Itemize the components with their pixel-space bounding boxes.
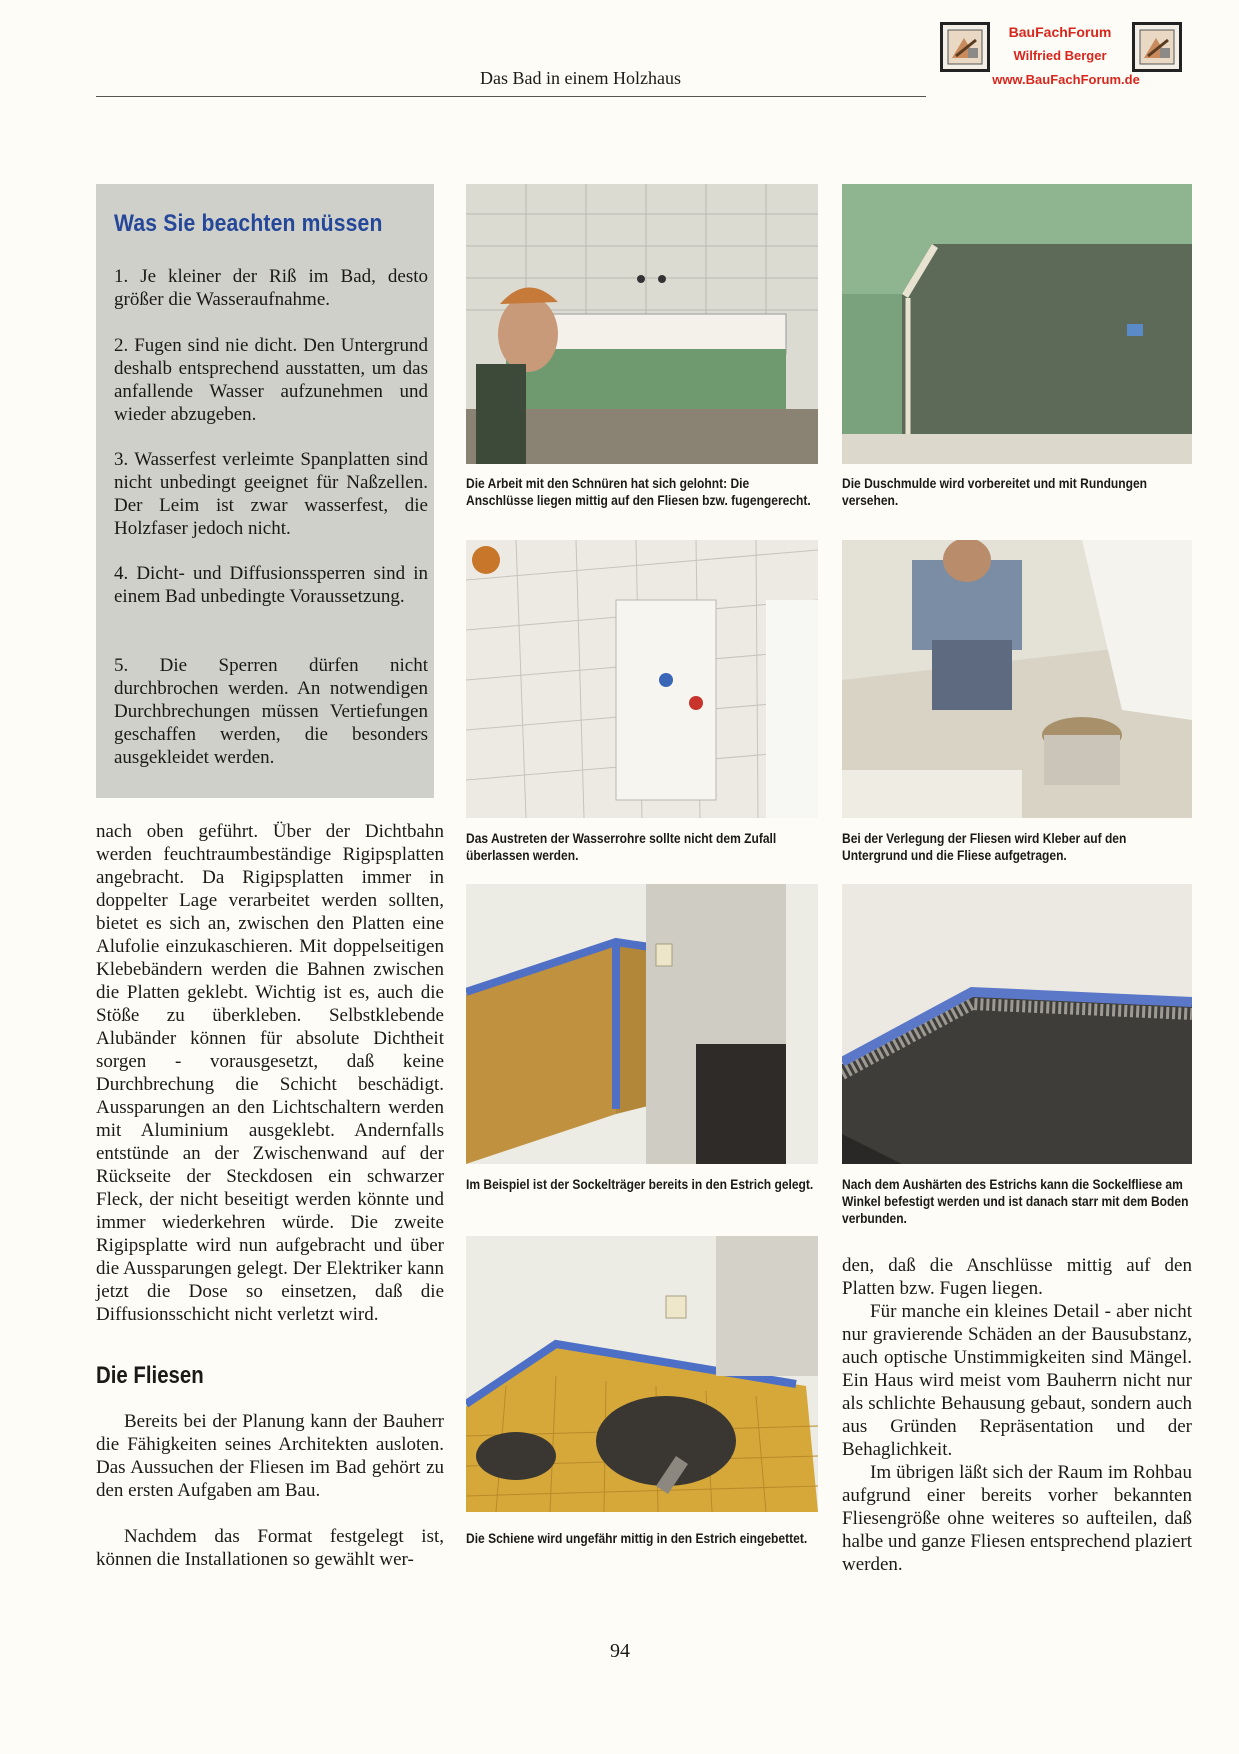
photo-rail-embedding [466,1236,818,1512]
photo-bathtub-installation [466,184,818,464]
logo-title: BauFachForum [1008,24,1112,40]
info-box-item: 3. Wasserfest verleimte Spanplatten sind nicht unbedingt geeignet für Naßzellen. Der Leim ist zwar wasserfest, die Holzfaser jedoch nicht. [114,449,428,539]
photo-caption: Im Beispiel ist der Sockelträger bereits in den Estrich gelegt. [466,1176,814,1192]
body-paragraph: Für manche ein kleines Detail - aber nicht nur gravierende Schäden an der Bausubstanz, auch optische Unstimmigkeiten sind Mängel. Ein Haus wird meist vom Bauherrn nicht nur als schlichte Behausung gebaut, sondern auch aus Gründen Repräsentation und der Behaglichkeit. [842,1301,1192,1460]
logo-subtitle: Wilfried Berger [1013,48,1107,63]
header-rule [96,96,926,97]
photo-caption: Die Schiene wird ungefähr mittig in den Estrich eingebettet. [466,1530,808,1546]
body-paragraph: nach oben geführt. Über der Dichtbahn werden feuchtraumbeständige Rigipsplatten angebracht. Da Rigipsplatten immer in doppelter Lage verarbeitet werden sollten, bietet es sich an, zwischen den Platten eine Alufolie einzukaschieren. Mit doppelseitigen Klebebändern werden die Bahnen zwischen die Platten geklebt. Wichtig ist es, auch die Stöße zu überkleben. Selbstklebende Alubänder können für absolute Dichtheit sorgen - vorausgesetzt, daß keine Durchbrechung die Schicht beschädigt. Aussparungen an den Lichtschaltern werden mit Aluminium ausgeklebt. Andernfalls entstünde an der Zwischenwand auf der Rückseite der Steckdosen ein schwarzer Fleck, der nicht beseitigt werden könnte und immer wiederkehren würde. Die zweite Rigipsplatte wird nun aufgebracht und über die Aussparungen gelegt. Der Elektriker kann jetzt die Dose so einsetzen, daß die Diffusionsschicht nicht verletzt wird. [96,821,444,1325]
body-paragraph: Bereits bei der Planung kann der Bauherr die Fähigkeiten seines Architekten ausloten. Das Aussuchen der Fliesen im Bad gehört zu den ersten Aufgaben am Bau. [96,1411,444,1501]
photo-caption: Das Austreten der Wasserrohre sollte nicht dem Zufall überlassen werden. [466,830,777,863]
photo-pipe-outlets [466,540,818,818]
logo-url-link[interactable]: www.BauFachForum.de [992,72,1140,87]
info-box-item: 2. Fugen sind nie dicht. Den Untergrund deshalb entsprechend ausstatten, um das anfallende Wasser aufzunehmen und wieder abzugeben. [114,335,428,425]
photo-caption: Die Duschmulde wird vorbereitet und mit Rundungen versehen. [842,475,1148,508]
info-box-item: 1. Je kleiner der Riß im Bad, desto größer die Wasseraufnahme. [114,266,428,310]
logo-emblem-left-icon [940,22,990,72]
photo-caption: Nach dem Aushärten des Estrichs kann die Sockelfliese am Winkel befestigt werden und ist danach starr mit dem Boden verbunden. [842,1176,1189,1226]
running-title: Das Bad in einem Holzhaus [480,68,681,88]
logo-emblem-right-icon [1132,22,1182,72]
section-heading: Die Fliesen [96,1362,204,1389]
info-box-item: 4. Dicht- und Diffusionssperren sind in einem Bad unbedingte Voraussetzung. [114,563,428,607]
photo-caption: Die Arbeit mit den Schnüren hat sich gelohnt: Die Anschlüsse liegen mittig auf den Fliesen bzw. fugengerecht. [466,475,811,508]
photo-caption: Bei der Verlegung der Fliesen wird Kleber auf den Untergrund und die Fliese aufgetragen. [842,830,1127,863]
baufachforum-logo[interactable] [936,18,1186,98]
photo-tile-adhesive [842,540,1192,818]
body-paragraph: Im übrigen läßt sich der Raum im Rohbau aufgrund einer bereits vorher bekannten Fliesengröße ohne weiteres so aufteilen, daß halbe und ganze Fliesen entsprechend plaziert werden. [842,1462,1192,1575]
photo-skirting-carrier [466,884,818,1164]
photo-shower-tray [842,184,1192,464]
body-paragraph: den, daß die Anschlüsse mittig auf den Platten bzw. Fugen liegen. [842,1255,1192,1299]
info-box-item: 5. Die Sperren dürfen nicht durchbrochen werden. An notwendigen Durchbrechungen müssen Vertiefungen geschaffen werden, die besonders ausgekleidet werden. [114,655,428,768]
info-box-title: Was Sie beachten müssen [114,210,383,237]
page-number: 94 [610,1640,630,1662]
photo-hardened-screed [842,884,1192,1164]
body-paragraph: Nachdem das Format festgelegt ist, können die Installationen so gewählt wer- [96,1526,444,1570]
